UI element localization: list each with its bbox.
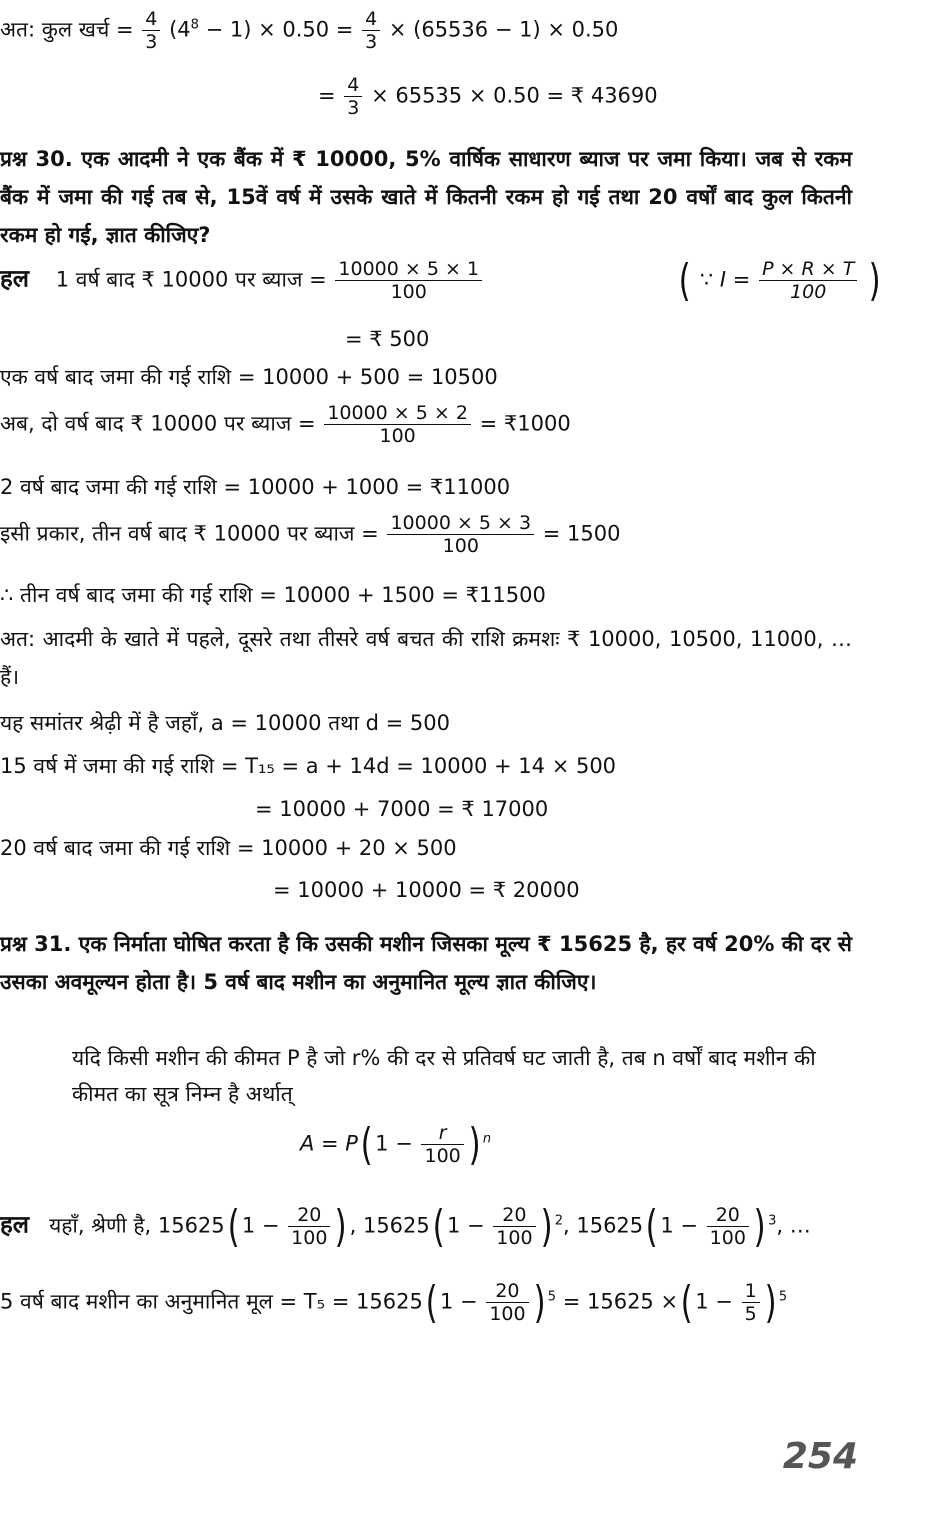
q30-line-9: यह समांतर श्रेढ़ी में है जहाँ, a = 10000 तथा d = 500 <box>0 711 450 735</box>
fraction <box>421 1122 463 1167</box>
frac-num: 10000 × 5 × 3 <box>387 512 534 535</box>
frac-den: 100 <box>291 1227 328 1249</box>
q30-line-11: = 10000 + 7000 = ₹ 17000 <box>255 797 549 821</box>
text: 1 − <box>660 1213 698 1238</box>
question-30-heading: प्रश्न 30. एक आदमी ने एक बैंक में ₹ 10000, 5% वार्षिक साधारण ब्याज पर जमा किया। जब से रकम बैंक में जमा की गई तब से, 15वें वर्ष में उसके खाते में कितनी रकम हो गई तथा 20 वर्षों बाद कुल कितनी रकम हो गई, ज्ञात कीजिए? <box>0 147 852 247</box>
frac-den: 3 <box>145 31 158 53</box>
text: 1 − <box>241 1213 280 1238</box>
fraction <box>742 1280 760 1325</box>
exponent: 8 <box>190 17 199 33</box>
q30-line-10: 15 वर्ष में जमा की गई राशि = T₁₅ = a + 14d = 10000 + 14 × 500 <box>0 754 617 778</box>
exponent: 5 <box>778 1289 788 1305</box>
right-paren: ) <box>540 1200 553 1252</box>
exponent: 3 <box>768 1213 777 1229</box>
frac-num: P × R × T <box>759 258 857 281</box>
text: 5 वर्ष बाद मशीन का अनुमानित मूल = T₅ = 15625 <box>0 1289 423 1314</box>
frac-num: 1 <box>742 1280 760 1303</box>
fraction <box>387 512 534 557</box>
left-paren: ( <box>360 1118 373 1170</box>
exponent: 2 <box>554 1213 563 1229</box>
text: इसी प्रकार, तीन वर्ष बाद ₹ 10000 पर ब्याज = <box>0 521 379 546</box>
question-31-heading: प्रश्न 31. एक निर्माता घोषित करता है कि उसकी मशीन जिसका मूल्य ₹ 15625 है, हर वर्ष 20% की दर से उसका अवमूल्यन होता है। 5 वर्ष बाद मशीन का अनुमानित मूल्य ज्ञात कीजिए। <box>0 932 852 994</box>
fraction <box>493 1204 535 1249</box>
text: अत: कुल खर्च = <box>0 17 134 42</box>
exponent: n <box>482 1131 492 1147</box>
frac-num: 4 <box>362 8 380 31</box>
frac-num: 20 <box>707 1204 749 1227</box>
total-cost-line-1 <box>0 8 618 53</box>
text: (4 <box>169 17 191 42</box>
q30-interest-year-1 <box>0 258 484 303</box>
frac-den: 100 <box>442 535 479 557</box>
q30-line-7: ∴ तीन वर्ष बाद जमा की गई राशि = 10000 + 1500 = ₹11500 <box>0 583 546 607</box>
q30-interest-year-3 <box>0 512 621 557</box>
text: = ₹1000 <box>479 411 571 436</box>
right-paren: ) <box>334 1200 348 1252</box>
frac-num: 10000 × 5 × 2 <box>324 402 471 425</box>
q30-interest-year-2 <box>0 402 571 447</box>
frac-den: 100 <box>496 1227 533 1249</box>
text: 15625 <box>362 1213 430 1238</box>
text: 1 − <box>695 1289 733 1314</box>
frac-num: 10000 × 5 × 1 <box>335 258 482 281</box>
fraction <box>707 1204 749 1249</box>
fraction <box>142 8 160 53</box>
q30-line-5: 2 वर्ष बाद जमा की गई राशि = 10000 + 1000 = ₹11000 <box>0 475 511 499</box>
fraction <box>344 74 362 119</box>
frac-num: 4 <box>344 74 362 97</box>
depreciation-formula <box>300 1118 492 1170</box>
solution-label: हल <box>0 264 30 293</box>
text: × 65535 × 0.50 = ₹ 43690 <box>371 83 658 108</box>
text: = <box>318 83 336 108</box>
text: − 1) × 0.50 = <box>205 17 354 42</box>
frac-den: 100 <box>709 1227 746 1249</box>
frac-den: 100 <box>379 425 416 447</box>
q31-fifth-term-line <box>0 1276 788 1328</box>
right-paren: ) <box>468 1118 481 1170</box>
text: = 1500 <box>542 521 621 546</box>
frac-num: 20 <box>486 1280 528 1303</box>
fraction <box>324 402 471 447</box>
text: ∵ I = <box>699 267 751 292</box>
fraction <box>362 8 380 53</box>
q30-line-13: = 10000 + 10000 = ₹ 20000 <box>273 878 580 902</box>
fraction <box>486 1280 528 1325</box>
right-paren: ) <box>533 1276 546 1328</box>
text: अब, दो वर्ष बाद ₹ 10000 पर ब्याज = <box>0 411 316 436</box>
simple-interest-formula <box>676 254 883 306</box>
right-paren: ) <box>764 1276 777 1328</box>
frac-num: 20 <box>288 1204 330 1227</box>
frac-den: 100 <box>390 281 427 303</box>
q30-line-3: एक वर्ष बाद जमा की गई राशि = 10000 + 500 = 10500 <box>0 365 498 389</box>
frac-den: 5 <box>744 1303 757 1325</box>
fraction <box>288 1204 330 1249</box>
text: 1 वर्ष बाद ₹ 10000 पर ब्याज = <box>55 267 327 292</box>
frac-num: 4 <box>142 8 160 31</box>
frac-num: 20 <box>493 1204 535 1227</box>
text: A = P <box>300 1131 358 1156</box>
frac-den: 100 <box>489 1303 526 1325</box>
depreciation-note: यदि किसी मशीन की कीमत P है जो r% की दर से प्रतिवर्ष घट जाती है, तब n वर्षों बाद मशीन की कीमत का सूत्र निम्न है अर्थात् <box>72 1046 816 1106</box>
q31-series-line: हल यहाँ, श्रेणी है, 15625( 1 − $\frac{20}{100}$ ) , 15625( 1 − $\frac{20}{100}$ ) $^2$, 15625( 1 − $\frac{20}{100}$ ) $^3$, … <box>0 1200 811 1252</box>
frac-den: 100 <box>790 281 827 303</box>
text: , … <box>776 1213 811 1238</box>
frac-den: 3 <box>347 97 360 119</box>
solution-label: हल <box>0 1210 30 1239</box>
left-paren: ( <box>680 1276 693 1328</box>
right-paren: ) <box>753 1200 766 1252</box>
left-paren: ( <box>678 254 691 306</box>
text: 1 − <box>439 1289 478 1314</box>
frac-den: 3 <box>365 31 378 53</box>
text: 1 − <box>446 1213 485 1238</box>
left-paren: ( <box>227 1200 240 1252</box>
q30-line-8: अत: आदमी के खाते में पहले, दूसरे तथा तीसरे वर्ष बचत की राशि क्रमशः ₹ 10000, 10500, 11000, … हैं। <box>0 627 852 689</box>
right-paren: ) <box>868 254 881 306</box>
left-paren: ( <box>425 1276 438 1328</box>
text: × (65536 − 1) × 0.50 <box>388 17 619 42</box>
total-cost-line-2 <box>318 74 658 119</box>
text: 1 − <box>375 1131 413 1156</box>
q30-line-2: = ₹ 500 <box>345 327 430 351</box>
frac-num: r <box>421 1122 463 1145</box>
q30-line-12: 20 वर्ष बाद जमा की गई राशि = 10000 + 20 × 500 <box>0 836 457 860</box>
fraction <box>759 258 857 303</box>
left-paren: ( <box>645 1200 658 1252</box>
frac-den: 100 <box>424 1145 461 1167</box>
left-paren: ( <box>432 1200 445 1252</box>
text: 15625 <box>576 1213 644 1238</box>
fraction <box>335 258 482 303</box>
text: यहाँ, श्रेणी है, 15625 <box>49 1213 225 1238</box>
exponent: 5 <box>547 1289 557 1305</box>
text: = 15625 × <box>562 1289 679 1314</box>
page-number: 254 <box>782 1436 858 1477</box>
